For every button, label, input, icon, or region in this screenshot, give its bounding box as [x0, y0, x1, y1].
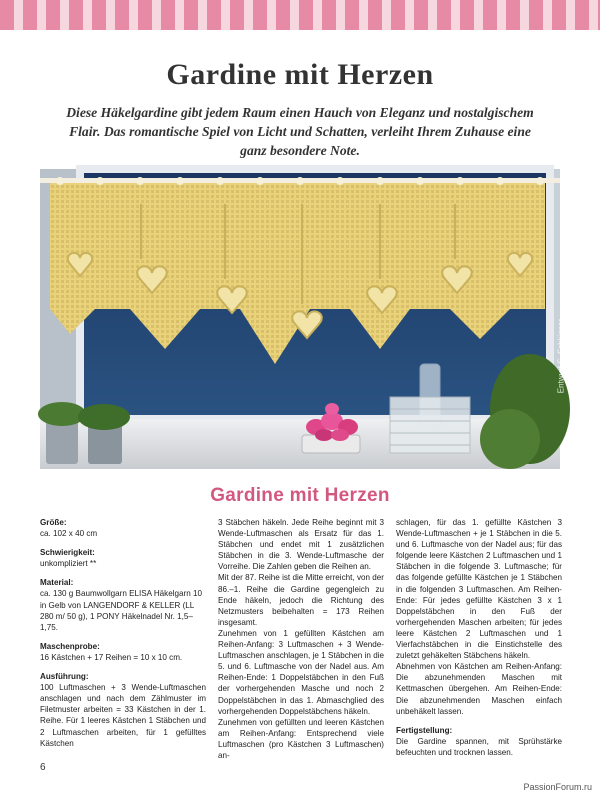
difficulty-label: Schwierigkeit:	[40, 548, 95, 558]
instructions-column-1	[40, 517, 206, 757]
page-number: 6	[40, 762, 46, 773]
intro-paragraph: Diese Häkelgardine gibt jedem Raum einen Hauch von Eleganz und nostalgischem Flair. Das romantische Spiel von Licht und Schatten, verleiht Ihrem Zuhause eine ganz besondere Note.	[66, 105, 534, 158]
curtain-photo	[40, 169, 565, 469]
section-title: Gardine mit Herzen	[210, 485, 390, 506]
execution-label: Ausführung:	[40, 672, 89, 682]
gauge-text: 16 Kästchen + 17 Reihen = 10 x 10 cm.	[40, 652, 183, 662]
instructions-text-3: schlagen, für das 1. gefüllte Kästchen 3 Wende-Luftmaschen + je 1 Stäbchen in die 5. und 6. Luftmasche von der Nadel aus; für das folgende leere Kästchen 2 Luftmaschen und 1 Stäbchen in die folgende 3. Luftmasche; für das folgende gefüllte Kästchen je 1 Stäbchen in die folgenden 3 Luftmaschen. Am Reihen-Ende: Für jedes gefüllte Kästchen 3 x 1 Doppelstäbchen in den Fuß der vorhergehenden Maschen arbeiten; für jedes leere Kästchen 2 Luftmaschen und 1 Vierfachstäbchen in die Einstichstelle des zuletzt gehäkelten Stäbchens häkeln. Abnehmen von Kästchen am Reihen-Anfang: Die abzunehmenden Maschen mit Kettmaschen übergehen. Am Reihen-Ende: Die abzunehmenden Maschen einfach unbehäkelt lassen.	[396, 518, 562, 716]
instructions-column-3	[396, 517, 562, 758]
instructions-text-2: 3 Stäbchen häkeln. Jede Reihe beginnt mit 3 Wende-Luftmaschen als Ersatz für das 1. Stäbchen und endet mit 1 zusätzlichen Stäbchen in die 3. Wende-Luftmasche der Vorreihe. Die Zahlen geben die Reihen an. Mit der 87. Reihe ist die Mitte erreicht, von der 86.–1. Reihe die Gardine gegengleich zu Ende häkeln, jedoch die Richtung des Netzmusters beibehalten = 173 Reihen insgesamt. Zunehmen von 1 gefüllten Kästchen am Reihen-Anfang: 3 Luftmaschen + 3 Wende-Luftmaschen anschlagen, je 1 Stäbchen in die 5. und 6. Luftmasche von der Nadel aus. Am Reihen-Ende: 1 Doppelstäbchen in den Fuß der vorhergehenden Masche und noch 2 Doppelstäbchen in das 1. Abmaschglied des vorhergehenden Doppelstäbchens häkeln. Zunehmen von gefüllten und leeren Kästchen am Reihen-Anfang: Entsprechend viele Luftmaschen (pro Kästchen 3 Luftmaschen) an-	[218, 518, 384, 760]
finishing-text: Die Gardine spannen, mit Sprühstärke befeuchten und trocknen lassen.	[396, 736, 562, 757]
page-title: Gardine mit Herzen	[166, 58, 434, 91]
material-label: Material:	[40, 578, 74, 588]
execution-text: 100 Luftmaschen + 3 Wende-Luftmaschen anschlagen und nach dem Zählmuster im Filetmuster arbeiten = 33 Kästchen in der 1. Reihe. Für 1 leeres Kästchen 1 Stäbchen und 2 Luftmaschen arbeiten, für 1 gefülltes Kästchen	[40, 683, 206, 748]
gauge-label: Maschenprobe:	[40, 641, 100, 651]
instructions-column-2	[218, 517, 384, 761]
material-text: ca. 130 g Baumwollgarn ELISA Häkelgarn 10 in Gelb von LANGENDORF & KELLER (LL 280 m/ 50 g), 1 PONY Häkelnadel Nr. 1,5–1,75.	[40, 589, 202, 632]
size-label: Größe:	[40, 518, 67, 527]
instructions-columns	[40, 517, 562, 760]
difficulty-text: unkompliziert **	[40, 559, 97, 569]
size-text: ca. 102 x 40 cm	[40, 529, 98, 539]
finishing-label: Fertigstellung:	[396, 725, 453, 735]
watermark: PassionForum.ru	[523, 782, 592, 792]
decorative-stripe-border	[0, 0, 600, 30]
photo-credit: Entwurf S. Schlüsser	[556, 319, 565, 394]
